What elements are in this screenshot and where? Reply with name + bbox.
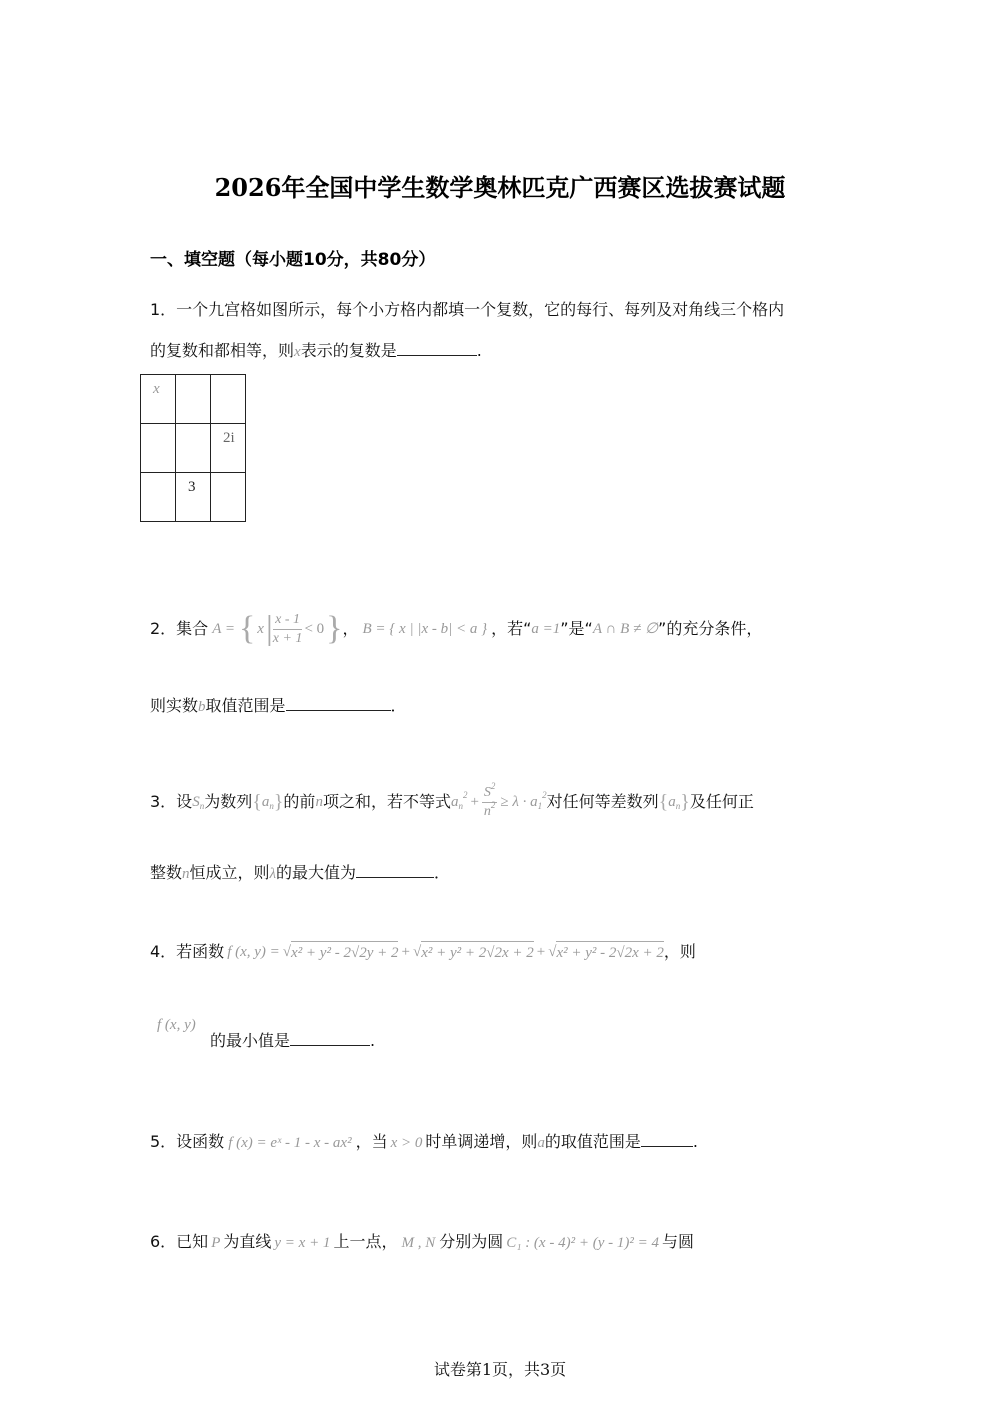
- grid-cell: [211, 473, 246, 522]
- page-title: 2026年全国中学生数学奥林匹克广西赛区选拔赛试题: [214, 173, 786, 202]
- grid-cell: 2i: [211, 424, 246, 473]
- q3-line2: 整数n恒成立，则λ的最大值为 ．: [150, 863, 451, 882]
- q2-answer-blank: [286, 694, 391, 711]
- grid-cell: [211, 375, 246, 424]
- q3-line1: 3．设 S n 为数列 { a n } 的前 n 项之和，若不等式 a n 2 + $\frac{S^2}{n^2}$ ≥ λ · a 1 2 对任何等差数列 { a n } 及任何正: [150, 780, 754, 819]
- q4-line1: 4．若函数 f (x, y) = √ x² + y² - 2√2y + 2 + √ x² + y² + 2√2x + 2 + √ x² + y² - 2√2x + 2 ，则: [150, 942, 696, 961]
- q1-line2: 的复数和都相等，则x表示的复数是 .: [150, 341, 482, 360]
- page-footer: 试卷第1页，共3页: [433, 1360, 567, 1379]
- grid-cell: [176, 375, 211, 424]
- q2-line1: 2．集合 A = { x | $\frac{x - 1}{x + 1}$ < 0 } ， B = { x | |x - b| < a } ，若“ a =1 ”是“ A ∩ B ≠ ∅ ”的充分条件，: [150, 610, 763, 647]
- q5-line1: 5．设函数 f (x) = eˣ - 1 - x - ax² ，当 x > 0 时单调递增，则a的取值范围是 .: [150, 1132, 698, 1151]
- grid-cell: [176, 424, 211, 473]
- q5-answer-blank: [641, 1130, 693, 1147]
- q3-answer-blank: [356, 861, 434, 878]
- section-heading: 一、填空题（每小题10分，共80分）: [150, 250, 436, 270]
- q4-line2: f (x, y): [157, 1017, 196, 1033]
- q2-line2: 则实数b取值范围是 ．: [150, 696, 407, 715]
- q1-line1: 1．一个九宫格如图所示，每个小方格内都填一个复数，它的每行、每列及对角线三个格内: [150, 300, 785, 319]
- q4-answer-blank: [290, 1029, 370, 1046]
- q6-line1: 6．已知 P 为直线 y = x + 1 上一点， M , N 分别为圆 C₁ : (x - 4)² + (y - 1)² = 4 与圆: [150, 1232, 694, 1251]
- q1-answer-blank: [397, 339, 477, 356]
- q4-line3: 的最小值是 .: [210, 1031, 376, 1050]
- grid-cell: 3: [176, 473, 211, 522]
- grid-cell: x: [141, 375, 176, 424]
- grid-cell: [141, 424, 176, 473]
- sudoku-grid: [140, 374, 246, 522]
- grid-cell: [141, 473, 176, 522]
